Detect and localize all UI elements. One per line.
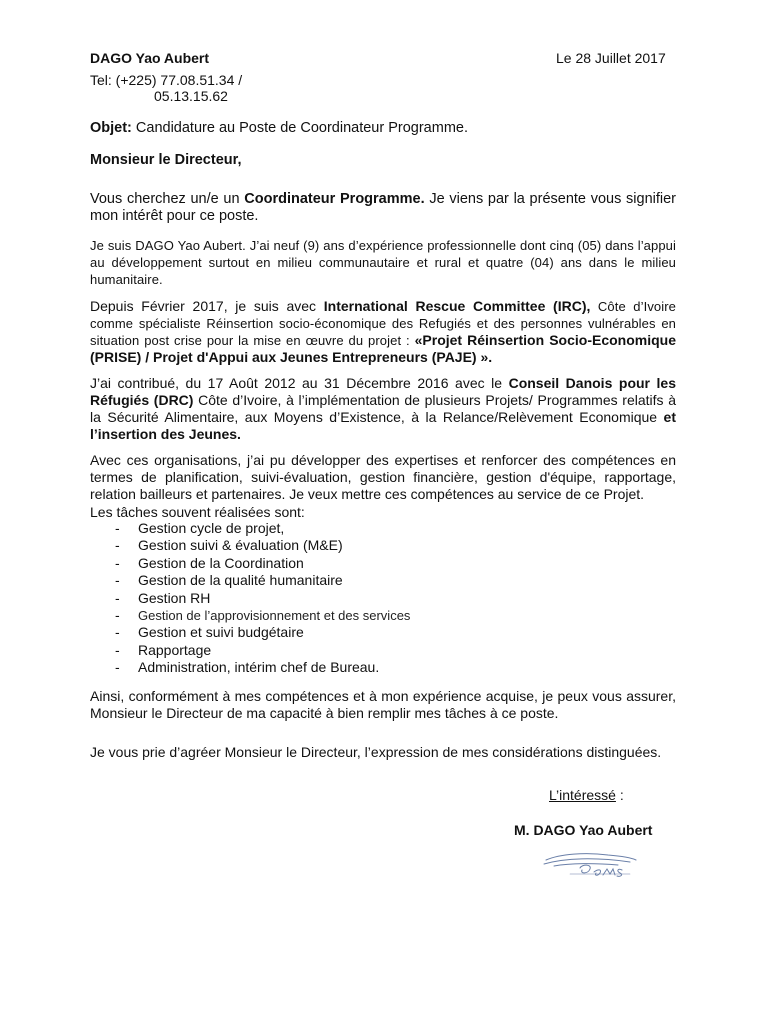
list-dash: - xyxy=(115,641,120,658)
signatory-name: M. DAGO Yao Aubert xyxy=(514,822,653,838)
phone-line-1: Tel: (+225) 77.08.51.34 / xyxy=(90,72,243,88)
list-dash: - xyxy=(115,537,120,554)
paragraph-drc-bold-org: Conseil Danois pour les Réfugiés (DRC) xyxy=(90,375,676,408)
paragraph-intro-bold: Coordinateur Programme. xyxy=(244,191,425,207)
list-dash: - xyxy=(115,624,120,641)
paragraph-intro xyxy=(90,191,676,225)
task-item xyxy=(90,607,410,624)
subject-text: Candidature au Poste de Coordinateur Programme. xyxy=(131,120,468,136)
subject-line xyxy=(90,120,468,136)
paragraph-drc-bold-youth: et l’insertion des Jeunes. xyxy=(90,409,676,442)
paragraph-drc-text-b: Côte d’Ivoire, à l’implémentation de plusieurs Projets/ Programmes relatifs à la Sécurité Alimentaire, aux Moyens d’Existence, à la Relance/Relèvement Economique xyxy=(90,392,676,425)
paragraph-irc-bold-org: International Rescue Committee (IRC), xyxy=(323,298,591,314)
paragraph-irc-text-a: Depuis Février 2017, je suis avec xyxy=(90,298,324,314)
task-item xyxy=(90,659,410,676)
tasks-list xyxy=(90,520,410,677)
paragraph-irc-text-b: Côte d’Ivoire comme spécialiste Réinsertion socio-économique des Refugiés et des personnes vulnérables en situation post crise pour la mise en œuvre du projet : xyxy=(90,299,677,348)
task-item-label: Gestion de la Coordination xyxy=(138,554,304,571)
paragraph-irc xyxy=(90,298,676,366)
letter-date: Le 28 Juillet 2017 xyxy=(556,50,666,66)
task-item-label: Rapportage xyxy=(138,641,212,658)
task-item xyxy=(90,537,410,554)
paragraph-skills: Avec ces organisations, j’ai pu développer des expertises et renforcer des compétences en termes de planification, suivi-évaluation, gestion financière, gestion d'équipe, rapportage, relation bailleurs et partenaires. Je veux mettre ces compétences au service de ce Projet. xyxy=(90,452,676,502)
closing-label-text: L’intéressé xyxy=(549,787,616,803)
tasks-title: Les tâches souvent réalisées sont: xyxy=(90,504,305,520)
paragraph-intro-text-a: Vous cherchez un/e un xyxy=(90,191,245,207)
paragraph-drc xyxy=(90,375,676,443)
paragraph-irc-bold-project: «Projet Réinsertion Socio-Economique (PRISE) / Projet d'Appui aux Jeunes Entrepreneurs (PAJE) ». xyxy=(90,332,676,365)
task-item xyxy=(90,624,410,641)
task-item xyxy=(90,642,410,659)
salutation: Monsieur le Directeur, xyxy=(90,152,242,168)
task-item-label: Gestion et suivi budgétaire xyxy=(138,624,304,641)
paragraph-drc-text-a: J’ai contribué, du 17 Août 2012 au 31 Décembre 2016 avec le xyxy=(90,375,509,391)
task-item-label: Gestion cycle de projet, xyxy=(138,520,285,536)
list-dash: - xyxy=(115,554,120,571)
handwritten-signature xyxy=(540,846,640,880)
task-item xyxy=(90,572,410,589)
closing-label xyxy=(549,787,624,803)
task-item-label: Gestion de l’approvisionnement et des services xyxy=(138,607,411,623)
sender-name: DAGO Yao Aubert xyxy=(90,50,210,66)
task-item xyxy=(90,520,410,537)
task-item-label: Gestion suivi & évaluation (M&E) xyxy=(138,537,343,554)
task-item-label: Gestion de la qualité humanitaire xyxy=(138,572,343,589)
list-dash: - xyxy=(115,589,120,606)
paragraph-closing-formula: Je vous prie d’agréer Monsieur le Directeur, l’expression de mes considérations distinguées. xyxy=(90,744,662,760)
task-item-label: Gestion RH xyxy=(138,589,211,606)
list-dash: - xyxy=(115,520,120,536)
paragraph-experience: Je suis DAGO Yao Aubert. J’ai neuf (9) ans d’expérience professionnelle dont cinq (05) dans l’appui au développement surtout en milieu communautaire et rural et quatre (04) ans dans le milieu humanitaire. xyxy=(90,238,676,287)
list-dash: - xyxy=(115,659,120,676)
task-item xyxy=(90,555,410,572)
list-dash: - xyxy=(115,606,120,623)
phone-line-2: 05.13.15.62 xyxy=(154,88,228,104)
task-item-label: Administration, intérim chef de Bureau. xyxy=(138,659,380,676)
task-item xyxy=(90,590,410,607)
list-dash: - xyxy=(115,572,120,589)
paragraph-conclusion: Ainsi, conformément à mes compétences et à mon expérience acquise, je peux vous assurer, Monsieur le Directeur de ma capacité à bien remplir mes tâches à ce poste. xyxy=(90,688,676,721)
paragraph-intro-text-b: Je viens par la présente vous signifier mon intérêt pour ce poste. xyxy=(90,191,676,224)
closing-label-colon: : xyxy=(615,787,624,803)
subject-label: Objet: xyxy=(90,120,132,136)
